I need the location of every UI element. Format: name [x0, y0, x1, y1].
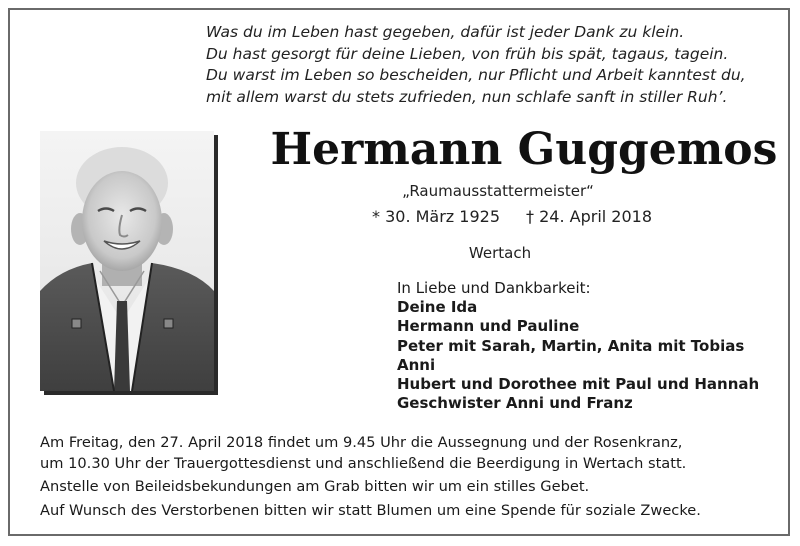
notice-line [40, 433, 785, 474]
life-dates [372, 207, 692, 226]
memorial-poem [206, 22, 776, 108]
poem-line: Was du im Leben hast gegeben, dafür ist jeder Dank zu klein. [206, 23, 685, 41]
hometown: Wertach [468, 244, 532, 262]
mourner-entry: Hermann und Pauline [397, 317, 580, 336]
mourner-entry: Hubert und Dorothee mit Paul und Hannah [397, 375, 760, 394]
notice-text: um 10.30 Uhr der Trauergottesdienst und anschließend die Beerdigung in Wertach statt. [40, 454, 687, 472]
poem-line: mit allem warst du stets zufrieden, nun schlafe sanft in stiller Ruh’. [206, 87, 728, 106]
mourner-entry: Anni [397, 355, 436, 374]
mourner-entry: Peter mit Sarah, Martin, Anita mit Tobias [397, 336, 745, 355]
mourners-intro: In Liebe und Dankbarkeit: [397, 279, 591, 297]
deceased-name: Hermann Guggemos [270, 124, 778, 175]
portrait-photo [40, 131, 214, 391]
death-date: † 24. April 2018 [526, 207, 653, 226]
notice-text: Am Freitag, den 27. April 2018 findet um 9.45 Uhr die Aussegnung und der Rosenkranz, [40, 434, 683, 451]
mourner-entry: Geschwister Anni und Franz [397, 394, 633, 413]
mourner-entry: Deine Ida [397, 298, 478, 317]
funeral-notice [40, 433, 785, 521]
occupation-title: „Raumausstattermeister“ [402, 182, 594, 200]
notice-line: Auf Wunsch des Verstorbenen bitten wir statt Blumen um eine Spende für soziale Zwecke. [40, 501, 701, 519]
mourners-list [397, 279, 787, 413]
poem-line: Du warst im Leben so bescheiden, nur Pflicht und Arbeit kanntest du, [206, 66, 746, 84]
birth-date: * 30. März 1925 [372, 207, 501, 226]
notice-line: Anstelle von Beileidsbekundungen am Grab bitten wir um ein stilles Gebet. [40, 478, 590, 495]
portrait-illustration [40, 131, 214, 391]
poem-line: Du hast gesorgt für deine Lieben, von früh bis spät, tagaus, tagein. [206, 44, 729, 63]
